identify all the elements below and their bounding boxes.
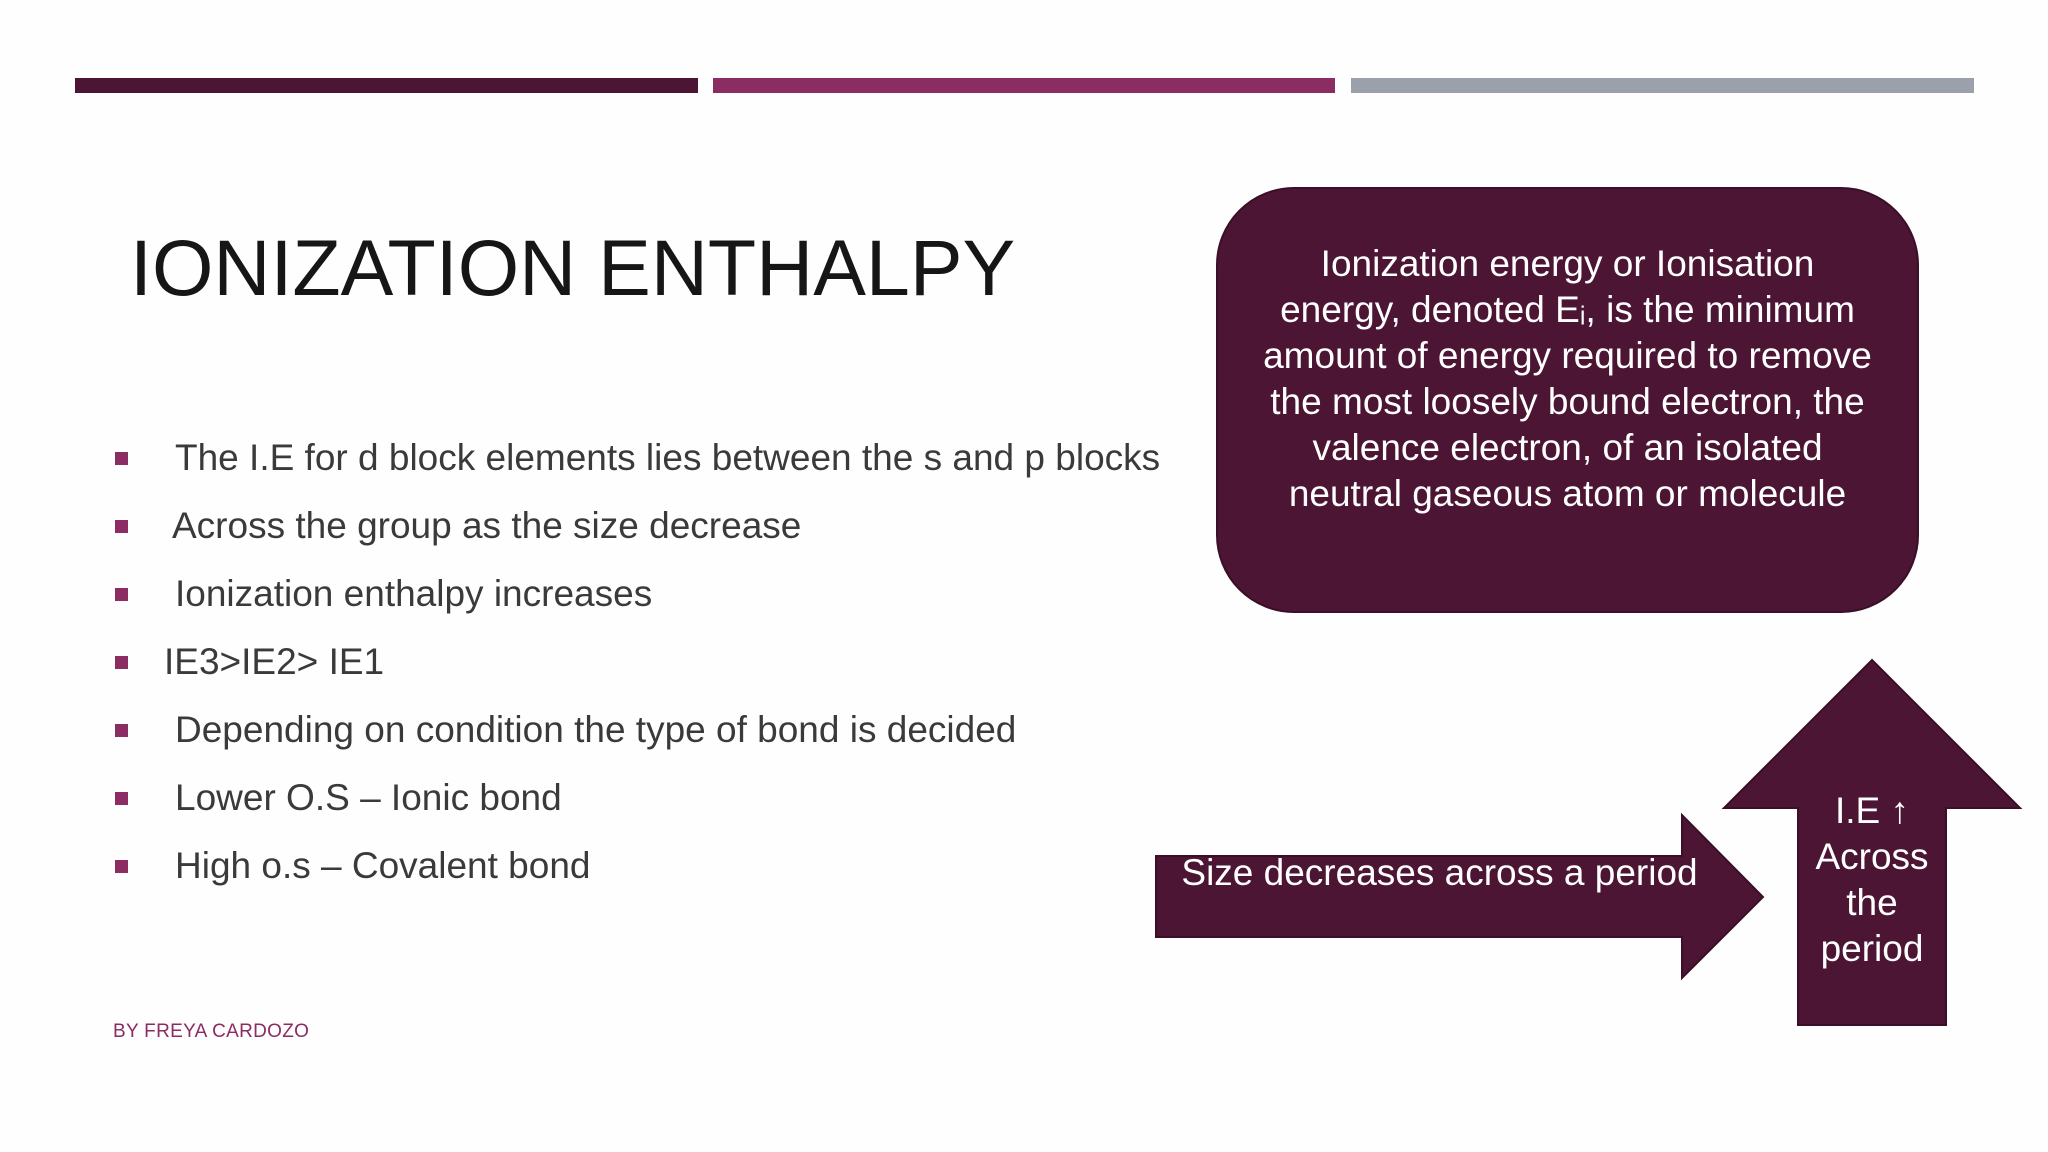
- definition-text: Ionization energy or Ionisation energy, denoted Eᵢ, is the minimum amount of energy required to remove the most loosely bound electron, the valence electron, of an isolated neutral gaseous atom or molecule: [1263, 243, 1872, 514]
- author-byline: BY FREYA CARDOZO: [113, 1021, 310, 1042]
- right-arrow-shape: [1156, 815, 1763, 978]
- slide-title: IONIZATION ENTHALPY: [130, 223, 1016, 312]
- bullet-text: IE3>IE2> IE1: [164, 641, 385, 682]
- bullet-text: Across the group as the size decrease: [172, 505, 802, 546]
- bullet-text: Depending on condition the type of bond is decided: [175, 709, 1017, 750]
- bullet-text: Ionization enthalpy increases: [175, 573, 653, 614]
- up-arrow-label: I.E ↑ Across the period: [1815, 790, 1929, 969]
- bullet-text: Lower O.S – Ionic bond: [175, 777, 562, 818]
- bullet-text: High o.s – Covalent bond: [175, 845, 591, 886]
- bullet-text: The I.E for d block elements lies between the s and p blocks: [175, 437, 1161, 478]
- right-arrow-label: Size decreases across a period: [1181, 852, 1698, 893]
